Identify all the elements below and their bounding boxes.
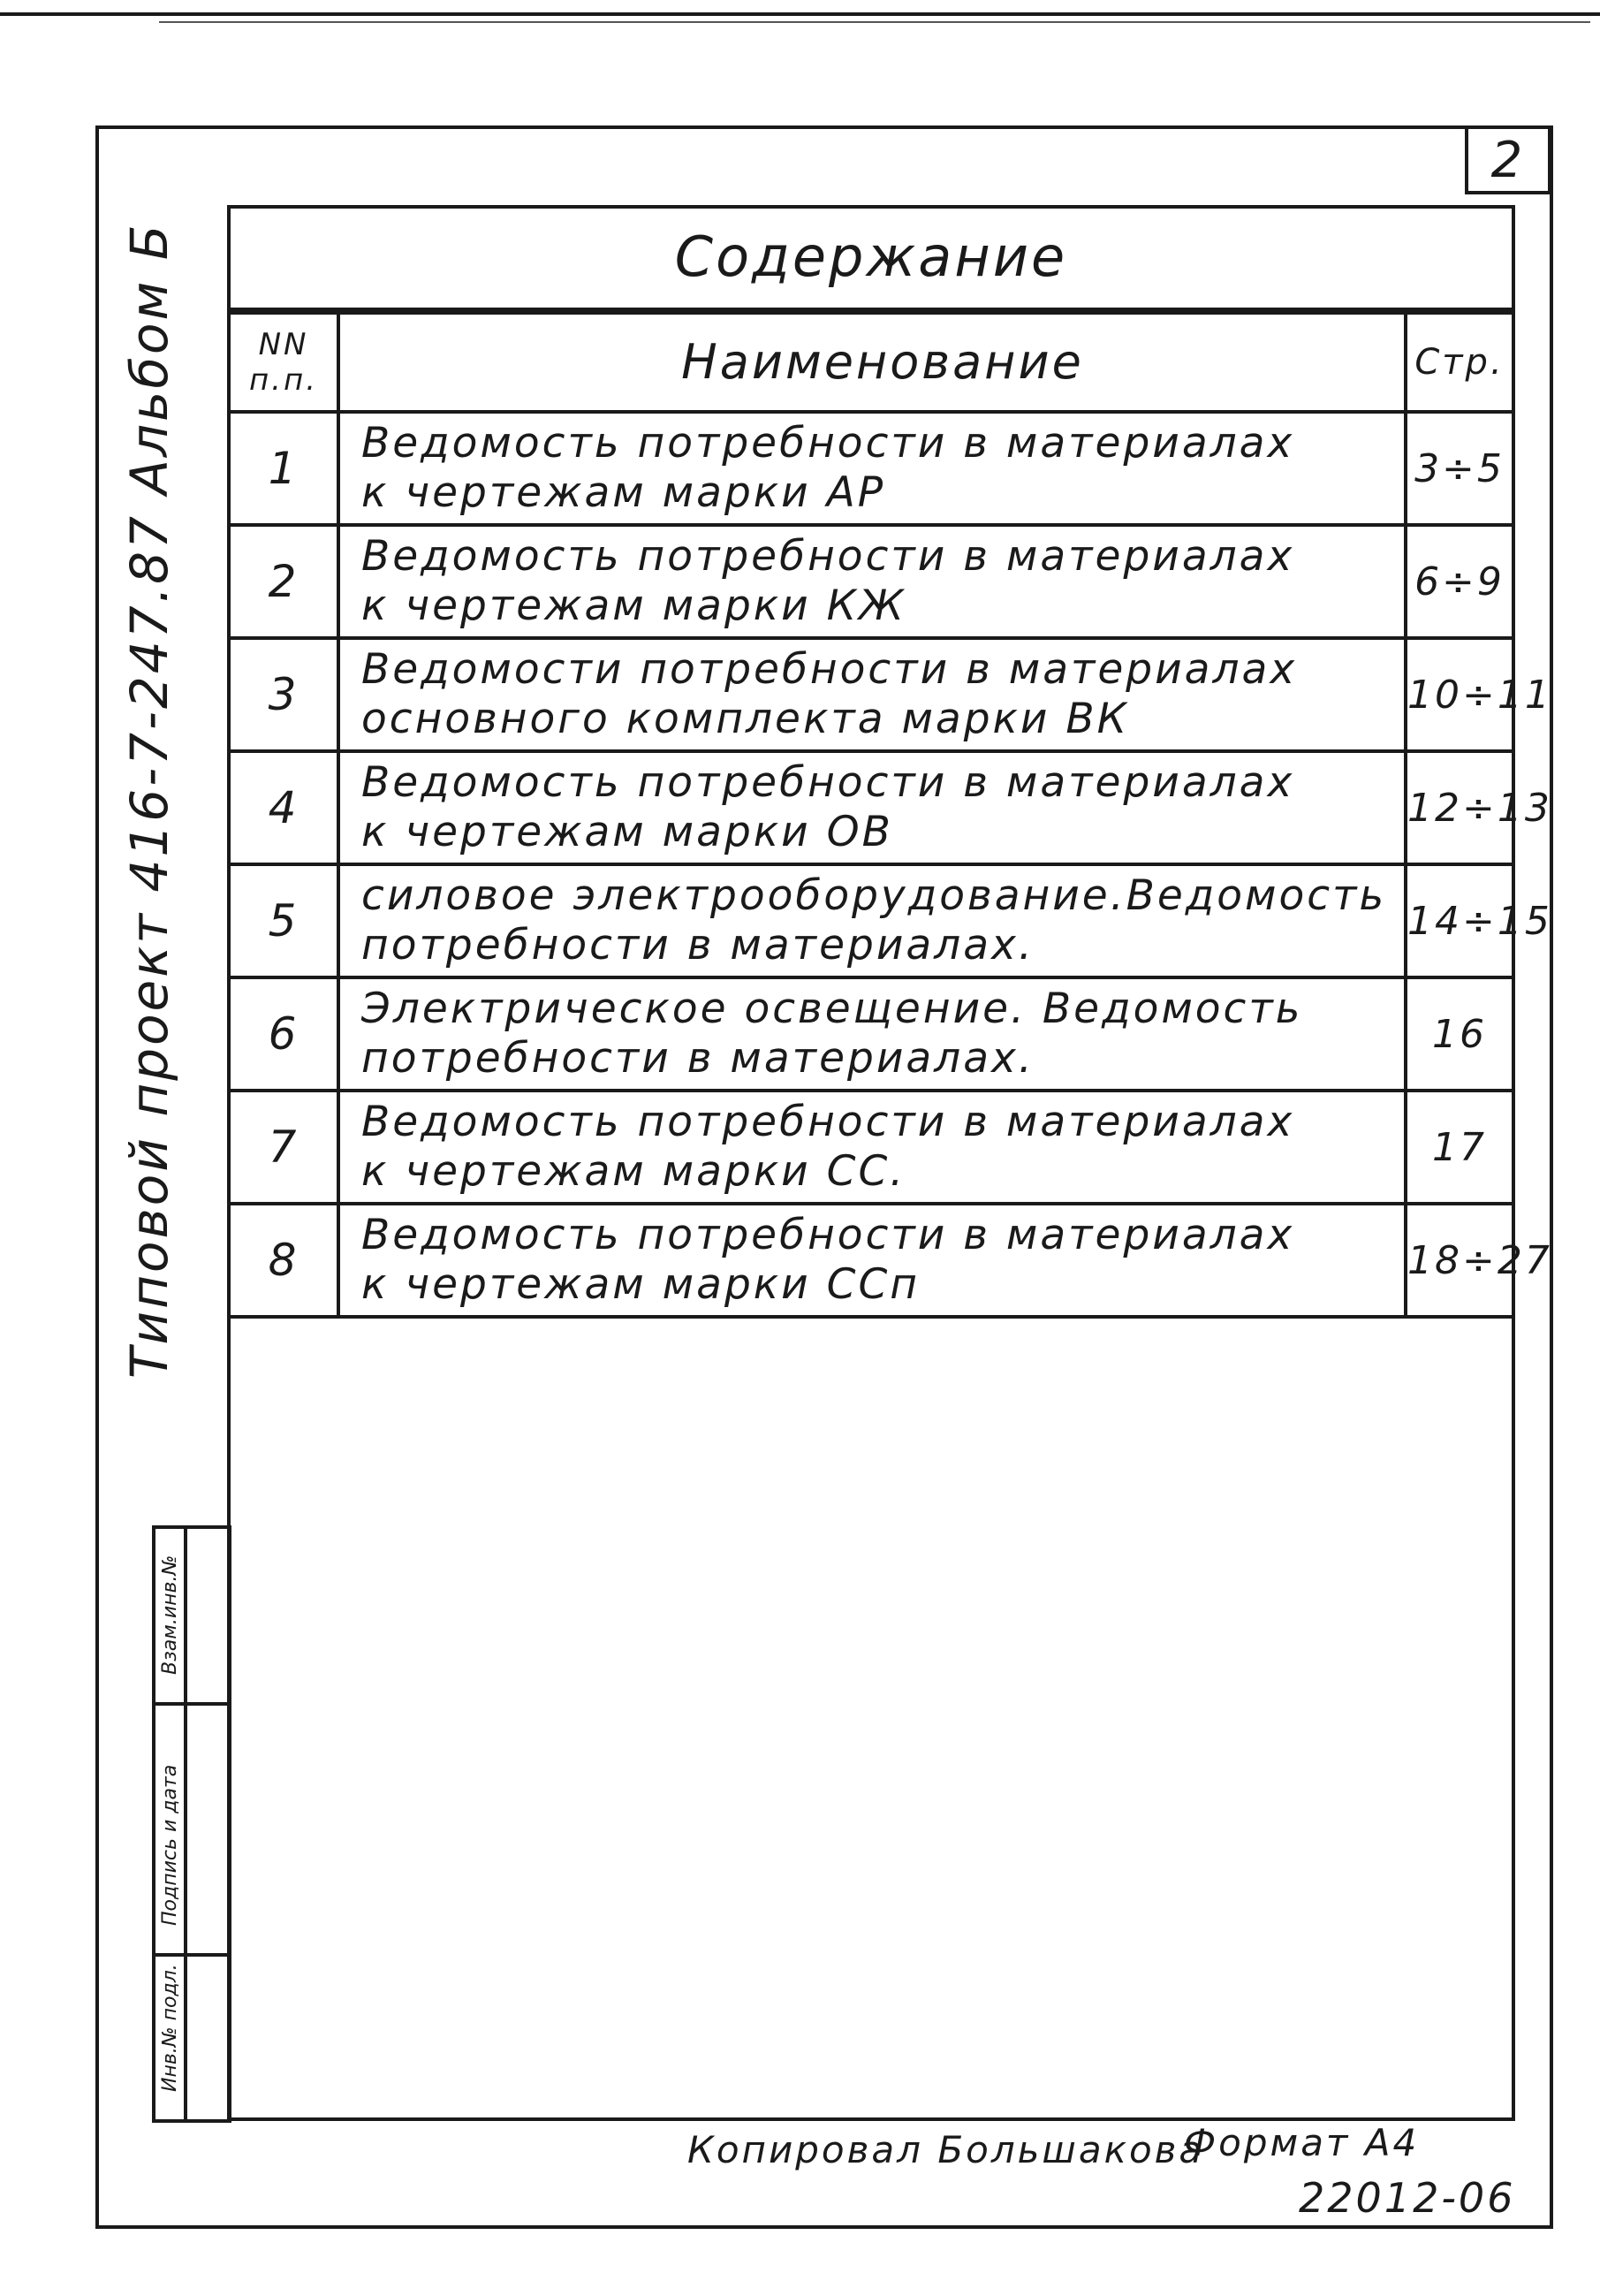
- row-num: 8: [229, 1204, 338, 1317]
- table-row: [229, 525, 1513, 638]
- row-name-line1: Ведомость потребности в материалах: [361, 1098, 1295, 1146]
- row-name-line1: Ведомость потребности в материалах: [361, 532, 1295, 581]
- row-name: [338, 1204, 1406, 1317]
- header-pages: Стр.: [1406, 313, 1513, 412]
- stamp-label-inv-orig: Инв.№ подл.: [159, 1964, 181, 2092]
- row-name-line2: основного комплекта марки ВК: [361, 695, 1130, 743]
- row-name: [338, 751, 1406, 864]
- page-number: 2: [1490, 131, 1526, 189]
- row-name: [338, 638, 1406, 751]
- row-name-line1: силовое электрооборудование.Ведомость: [361, 871, 1387, 920]
- stamp-cell-inv-orig: [155, 1957, 228, 2119]
- stamp-label-sign-date: Подпись и дата: [159, 1764, 181, 1926]
- row-name-line1: Ведомость потребности в материалах: [361, 1211, 1295, 1259]
- row-name-line2: к чертежам марки АР: [361, 468, 886, 517]
- stamp-label-inv-replace: Взам.инв.№: [159, 1555, 181, 1675]
- row-pages: 14÷15: [1406, 864, 1513, 977]
- row-pages: 16: [1406, 977, 1513, 1091]
- format-note: Формат А4: [1184, 2121, 1420, 2164]
- stamp-cell-sign-date: [155, 1706, 228, 1957]
- row-pages: 3÷5: [1406, 412, 1513, 525]
- table-row: [229, 412, 1513, 525]
- row-name-line2: потребности в материалах.: [361, 1034, 1035, 1083]
- table-row: [229, 1091, 1513, 1204]
- table-row: [229, 1204, 1513, 1317]
- row-num: 7: [229, 1091, 338, 1204]
- contents-title: Содержание: [674, 224, 1068, 289]
- row-name-line2: потребности в материалах.: [361, 921, 1035, 969]
- row-name-line1: Электрическое освещение. Ведомость: [361, 985, 1303, 1033]
- row-num: 2: [229, 525, 338, 638]
- row-name-line1: Ведомости потребности в материалах: [361, 645, 1298, 694]
- row-name: [338, 864, 1406, 977]
- row-pages: 18÷27: [1406, 1204, 1513, 1317]
- page-number-box: [1465, 125, 1551, 194]
- row-num: 5: [229, 864, 338, 977]
- row-num: 1: [229, 412, 338, 525]
- project-side-label: Типовой проект 416-7-247.87 Альбом Б: [119, 222, 179, 1379]
- copied-by-note: Копировал Большакова: [687, 2128, 1205, 2171]
- contents-table: [227, 311, 1552, 1319]
- contents-title-block: [227, 205, 1515, 311]
- row-num: 3: [229, 638, 338, 751]
- row-name-line2: к чертежам марки ОВ: [361, 808, 893, 856]
- row-name-line1: Ведомость потребности в материалах: [361, 419, 1295, 468]
- top-edge-line-thin: [159, 21, 1590, 23]
- stamp-label-box: [155, 1706, 187, 1953]
- row-name: [338, 412, 1406, 525]
- row-name: [338, 525, 1406, 638]
- row-num: 6: [229, 977, 338, 1091]
- row-name-line1: Ведомость потребности в материалах: [361, 758, 1295, 807]
- row-name-line2: к чертежам марки ССп: [361, 1260, 921, 1309]
- table-header-row: [229, 313, 1513, 412]
- row-pages: 17: [1406, 1091, 1513, 1204]
- header-name: Наименование: [338, 313, 1406, 412]
- row-num: 4: [229, 751, 338, 864]
- header-num: NN п.п.: [229, 313, 338, 412]
- table-row: [229, 638, 1513, 751]
- row-name: [338, 1091, 1406, 1204]
- row-pages: 12÷13: [1406, 751, 1513, 864]
- stamp-label-box: [155, 1529, 187, 1702]
- row-pages: 10÷11: [1406, 638, 1513, 751]
- document-number: 22012-06: [1299, 2174, 1516, 2222]
- stamp-cell-inv-replace: [155, 1529, 228, 1706]
- row-pages: 6÷9: [1406, 525, 1513, 638]
- table-row: [229, 751, 1513, 864]
- approval-stamp: [152, 1525, 231, 2123]
- row-name-line2: к чертежам марки СС.: [361, 1147, 906, 1196]
- table-row: [229, 864, 1513, 977]
- top-edge-line: [0, 12, 1600, 16]
- row-name-line2: к чертежам марки КЖ: [361, 582, 906, 630]
- row-name: [338, 977, 1406, 1091]
- table-row: [229, 977, 1513, 1091]
- stamp-label-box: [155, 1957, 187, 2119]
